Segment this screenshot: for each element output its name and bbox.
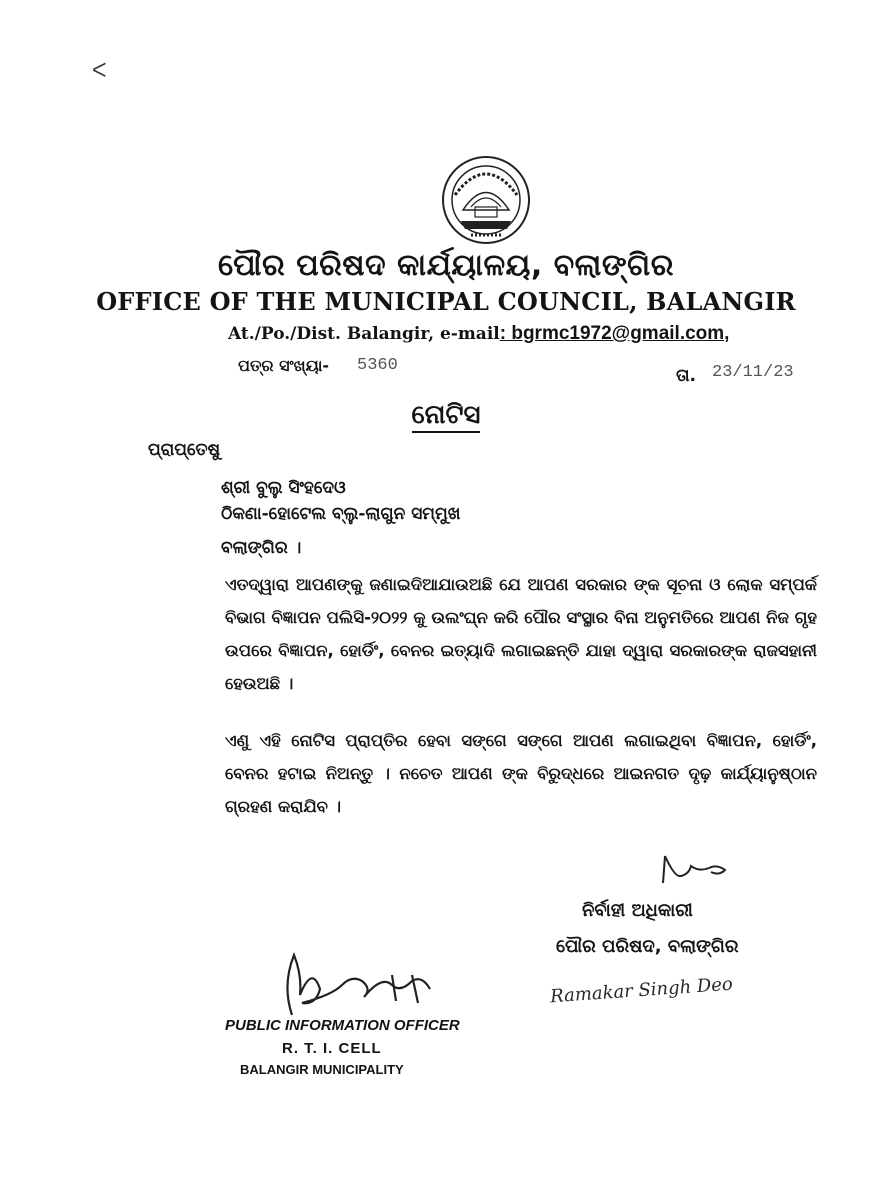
notice-paragraph-1: ଏତଦ୍ୱାରା ଆପଣଙ୍କୁ ଜଣାଇଦିଆଯାଉଅଛି ଯେ ଆପଣ ସରକାର ଙ୍କ ସୂଚନା ଓ ଲୋକ ସମ୍ପର୍କ ବିଭାଗ ବିଜ୍ଞାପନ ପଲିସି-୨୦୨୨ କୁ ଉଲଂଘ୍ନ କରି ପୌର ସଂସ୍ଥାର ବିନା ଅନୁମତିରେ ଆପଣ ନିଜ ଗୃହ ଉପରେ ବିଜ୍ଞାପନ, ହୋର୍ଡିଂ, ବେନର ଇତ୍ୟାଦି ଲଗାଇଛନ୍ତି ଯାହା ଦ୍ୱାରା ସରକାରଙ୍କ ରାଜସହାନୀ ହେଉଅଛି । — [225, 575, 817, 693]
office-email: : bgrmc1972@gmail.com, — [499, 323, 730, 344]
notice-heading-text: ନୋଟିସ — [412, 400, 481, 433]
recipient-location: ଠିକଣା-ହୋଟେଲ ବ୍ଲୁ-ଲାଗୁନ ସମ୍ମୁଖ — [221, 504, 461, 524]
pio-stamp-cell: R. T. I. CELL — [282, 1040, 382, 1057]
date-label: ତା. — [676, 366, 696, 386]
pio-signature-icon — [272, 945, 452, 1025]
page-mark: ᐸ — [92, 58, 107, 82]
signatory-title: ନିର୍ବାହୀ ଅଧିକାରୀ — [582, 900, 693, 921]
address-text: At./Po./Dist. Balangir, e-mail — [228, 324, 500, 344]
salutation: ପ୍ରାପ୍ତେଷୁ — [148, 440, 221, 460]
signatory-organisation: ପୌର ପରିଷଦ, ବଲାଙ୍ଗିର — [556, 936, 739, 957]
pio-stamp-municipality: BALANGIR MUNICIPALITY — [240, 1062, 404, 1077]
notice-heading — [0, 400, 892, 431]
municipal-seal-icon — [441, 155, 531, 245]
office-address — [228, 323, 729, 345]
recipient-name: ଶ୍ରୀ ବୁଲୁ ସିଂହଦେଓ — [221, 478, 346, 498]
executive-signature-icon — [655, 848, 735, 888]
recipient-city: ବଲାଙ୍ଗିର । — [221, 538, 302, 558]
letter-number-label: ପତ୍ର ସଂଖ୍ୟା- — [238, 356, 330, 375]
office-title-english: OFFICE OF THE MUNICIPAL COUNCIL, BALANGIR — [96, 287, 796, 316]
office-title-odia: ପୌର ପରିଷଦ କାର୍ଯ୍ୟାଳୟ, ବଲାଙ୍ଗିର — [218, 248, 674, 283]
notice-paragraph-2: ଏଣୁ ଏହି ନୋଟିସ ପ୍ରାପ୍ତିର ହେବା ସଙ୍ଗେ ସଙ୍ଗେ ଆପଣ ଲଗାଇଥିବା ବିଜ୍ଞାପନ, ହୋର୍ଡିଂ, ବେନର ହଟାଇ ନିଅନ୍ତୁ । ନଚେତ ଆପଣ ଙ୍କ ବିରୁଦ୍ଧରେ ଆଇନଗତ ଦୃଢ଼ କାର୍ଯ୍ୟାନୁଷ୍ଠାନ ଗ୍ରହଣ କରାଯିବ । — [225, 731, 817, 816]
signatory-handwritten-name: Ramakar Singh Deo — [549, 973, 734, 1008]
date-value: 23/11/23 — [712, 363, 794, 382]
letter-number-value: 5360 — [357, 356, 398, 375]
pio-stamp-title: PUBLIC INFORMATION OFFICER — [225, 1017, 460, 1034]
